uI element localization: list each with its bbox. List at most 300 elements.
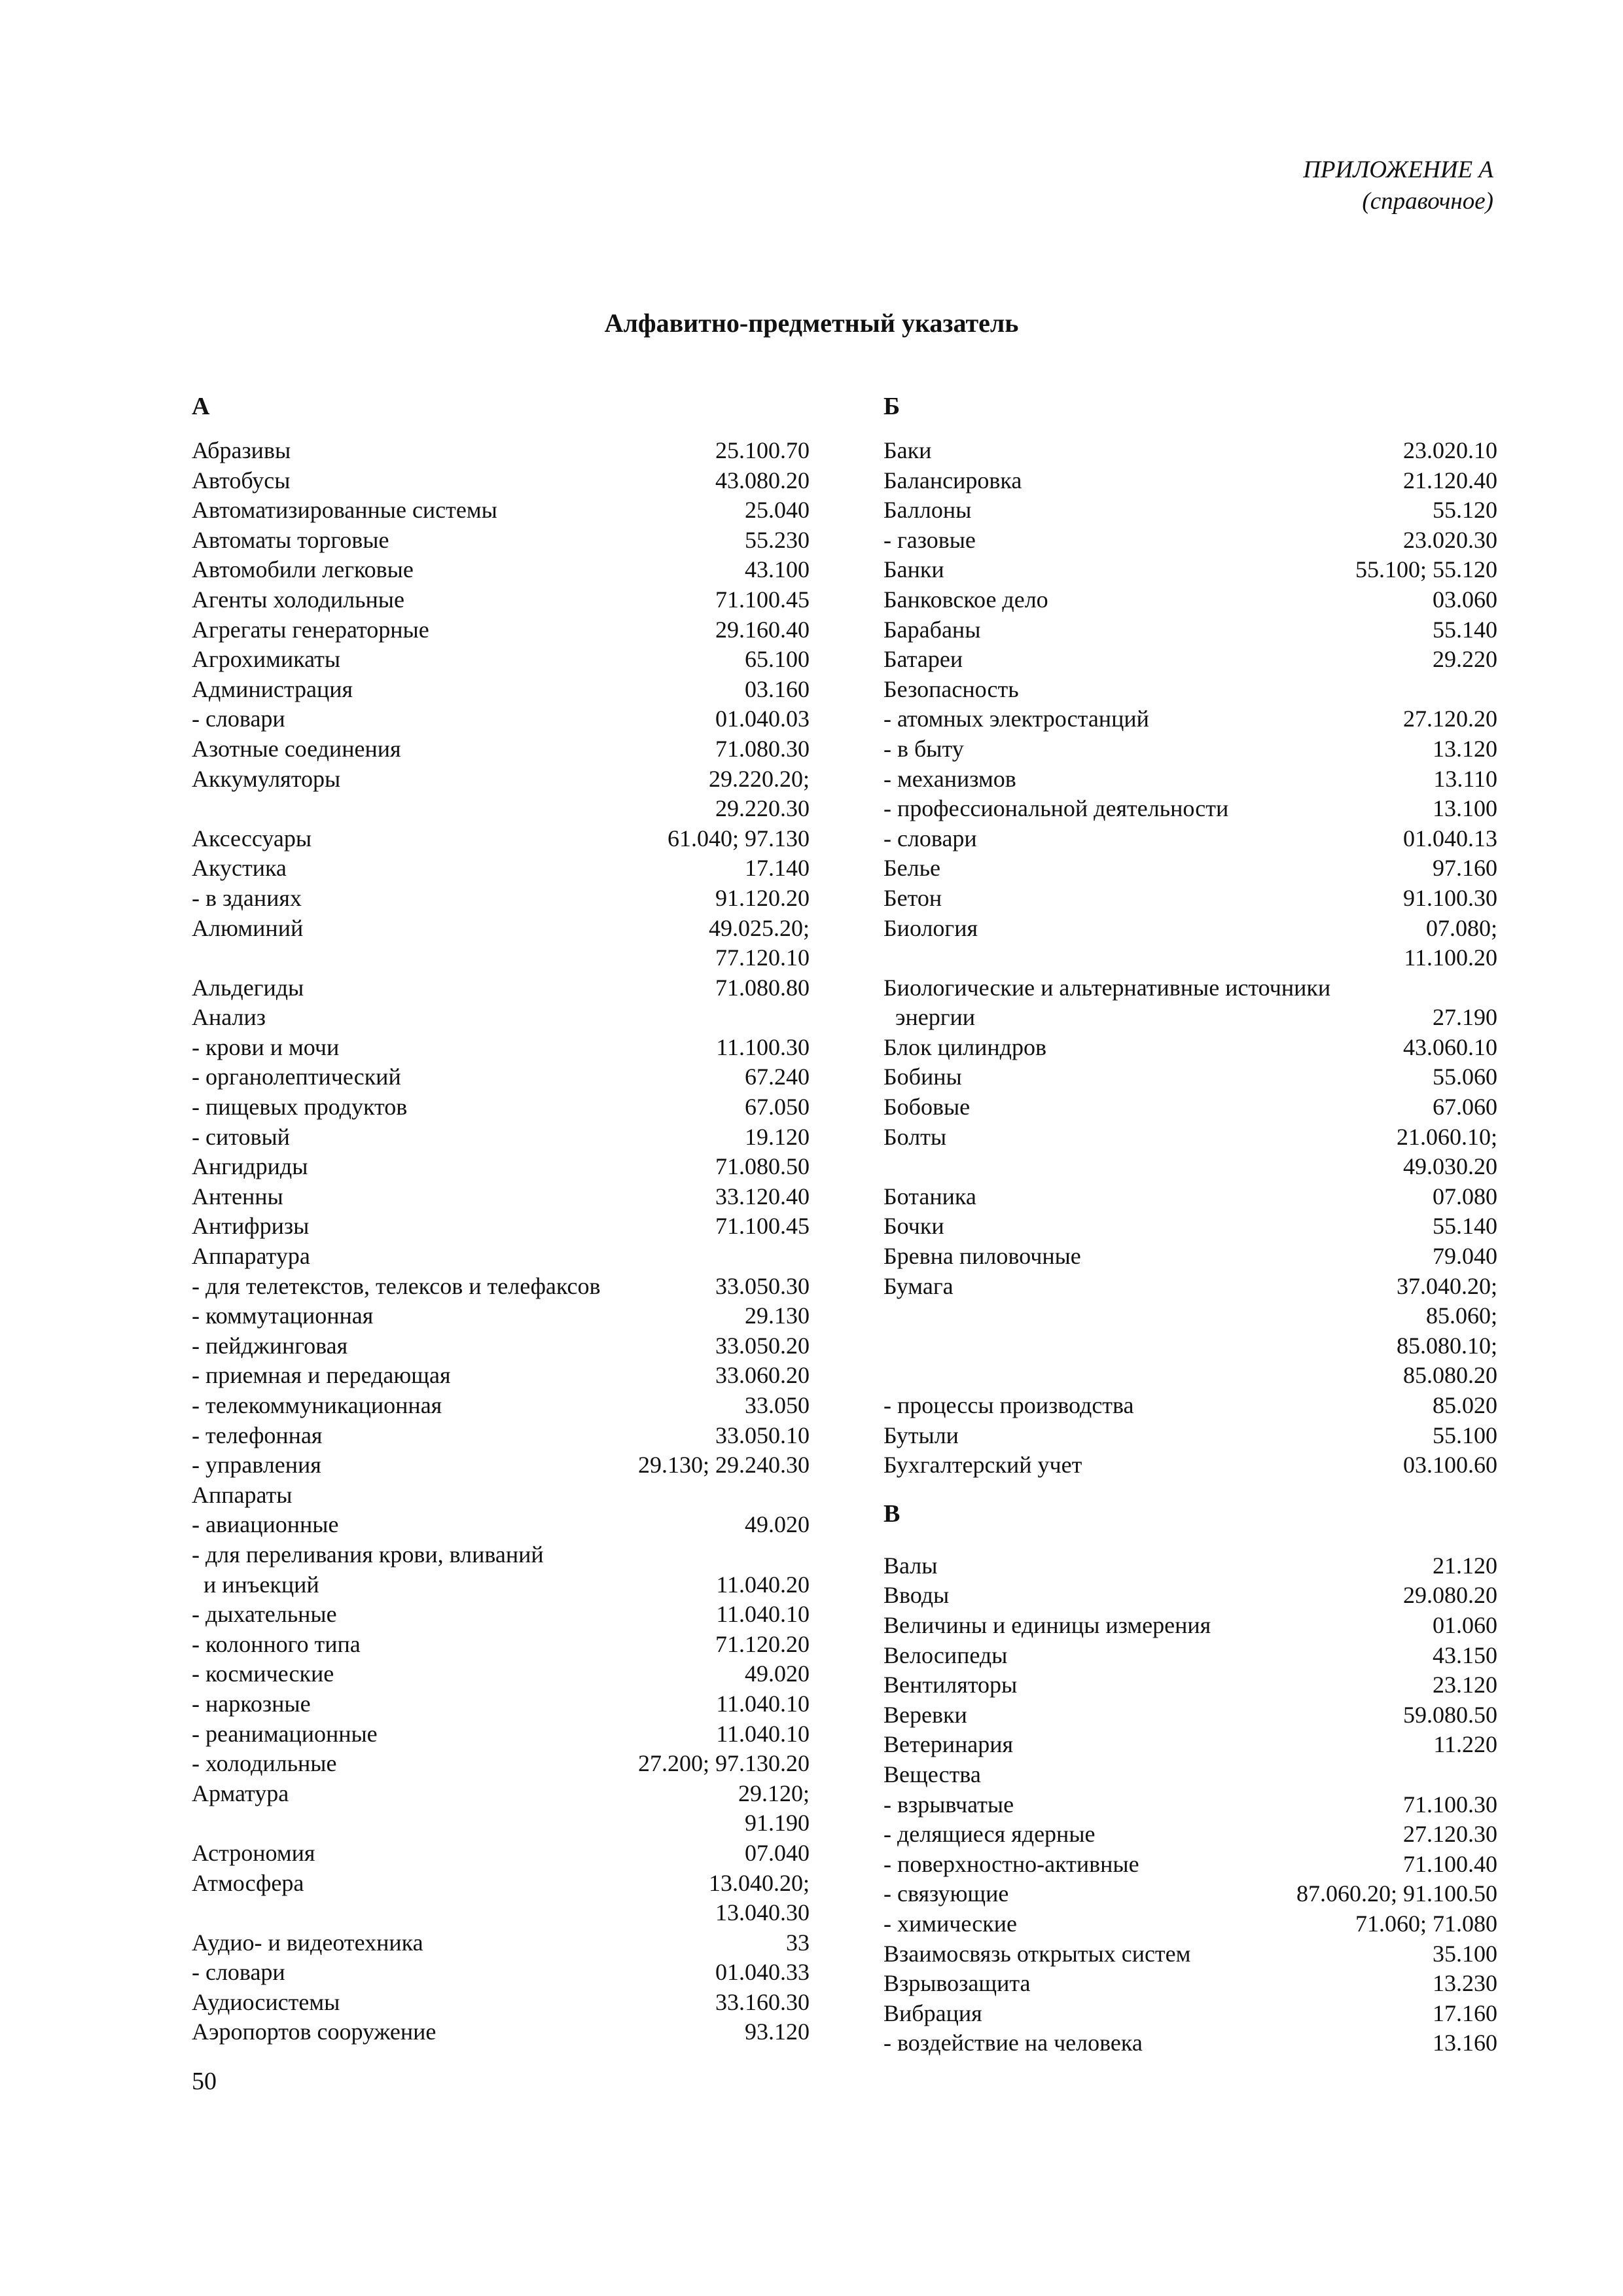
index-term: энергии (895, 1004, 975, 1031)
index-entry (192, 1062, 810, 1092)
classification-code: 85.060; (1425, 1302, 1497, 1329)
index-entry (883, 1581, 1497, 1611)
index-column-right (883, 391, 1497, 2058)
index-term: Банковское дело (883, 586, 1048, 613)
index-term: - механизмов (883, 765, 1016, 792)
index-term: Агрегаты генераторные (192, 616, 429, 643)
classification-code: 17.140 (745, 855, 810, 882)
classification-code: 03.100.60 (1403, 1452, 1497, 1479)
classification-code: 27.190 (1433, 1004, 1497, 1031)
index-entry (192, 1182, 810, 1212)
classification-code: 33.050.10 (715, 1422, 810, 1448)
index-term: Безопасность (883, 675, 1019, 702)
index-entry (883, 1850, 1497, 1880)
index-entry (883, 1999, 1497, 2029)
classification-code: 91.100.30 (1403, 884, 1497, 911)
index-entry (192, 1749, 810, 1779)
index-term: Атмосфера (192, 1869, 304, 1896)
classification-code: 19.120 (745, 1123, 810, 1150)
classification-code: 55.140 (1433, 1213, 1497, 1240)
index-entry (883, 1760, 1497, 1790)
index-term: и инъекций (204, 1571, 319, 1598)
classification-code: 33.160.30 (715, 1988, 810, 2015)
index-entry (192, 1808, 810, 1839)
index-term: Валы (883, 1552, 938, 1579)
index-entry (883, 1122, 1497, 1153)
index-entry (192, 2017, 810, 2047)
classification-code: 11.040.10 (716, 1720, 810, 1747)
index-entry (883, 1551, 1497, 1581)
classification-code: 07.040 (745, 1839, 810, 1866)
classification-code: 13.120 (1433, 735, 1497, 762)
index-entry (883, 1062, 1497, 1092)
index-term: Батареи (883, 646, 963, 673)
index-term: Баки (883, 437, 932, 463)
index-entry (883, 734, 1497, 764)
index-entry (883, 764, 1497, 795)
index-term: Анализ (192, 1004, 266, 1031)
classification-code: 67.050 (745, 1094, 810, 1121)
index-entry (883, 495, 1497, 526)
index-entry (192, 943, 810, 973)
index-term: Блок цилиндров (883, 1033, 1046, 1060)
index-entry (883, 1301, 1497, 1331)
index-entry (883, 1272, 1497, 1302)
index-entry (883, 1820, 1497, 1850)
index-entry (192, 1211, 810, 1242)
index-term: - делящиеся ядерные (883, 1821, 1096, 1848)
index-entry (192, 764, 810, 795)
classification-code: 01.040.13 (1403, 825, 1497, 852)
index-column-left (192, 391, 810, 2047)
index-term: Антенны (192, 1183, 283, 1210)
classification-code: 43.100 (745, 556, 810, 583)
index-entry (883, 704, 1497, 734)
section-letter: В (883, 1499, 901, 1528)
classification-code: 71.100.45 (715, 1213, 810, 1240)
classification-code: 27.120.20 (1403, 706, 1497, 732)
classification-code: 71.080.50 (715, 1153, 810, 1180)
index-term: - словари (883, 825, 977, 852)
classification-code: 23.120 (1433, 1672, 1497, 1698)
index-entry (192, 1033, 810, 1063)
index-term: - реанимационные (192, 1720, 378, 1747)
index-entry (192, 1361, 810, 1391)
classification-code: 01.040.33 (715, 1959, 810, 1986)
classification-code: 13.230 (1433, 1970, 1497, 1997)
classification-code: 77.120.10 (715, 944, 810, 971)
index-entry (883, 1939, 1497, 1969)
index-entry (192, 615, 810, 645)
index-term: - приемная и передающая (192, 1362, 451, 1389)
classification-code: 13.110 (1433, 765, 1497, 792)
index-term: - авиационные (192, 1511, 339, 1538)
classification-code: 03.060 (1433, 586, 1497, 613)
classification-code: 49.025.20; (708, 914, 810, 941)
index-term: Болты (883, 1123, 947, 1150)
classification-code: 07.080; (1425, 914, 1497, 941)
index-term: - словари (192, 706, 285, 732)
index-entry (192, 1331, 810, 1361)
classification-code: 71.100.30 (1403, 1791, 1497, 1818)
classification-code: 55.140 (1433, 616, 1497, 643)
index-term: Белье (883, 855, 941, 882)
classification-code: 29.130; 29.240.30 (637, 1452, 810, 1479)
index-entry (192, 1272, 810, 1302)
index-term: Аксессуары (192, 825, 312, 852)
classification-code: 97.160 (1433, 855, 1497, 882)
index-entry (192, 884, 810, 914)
index-entry (192, 1480, 810, 1511)
index-entry (883, 1211, 1497, 1242)
index-entry (192, 1779, 810, 1809)
index-entry (883, 1450, 1497, 1480)
index-entry (883, 1421, 1497, 1451)
index-term: Биологические и альтернативные источники (883, 974, 1331, 1001)
index-term: - в зданиях (192, 884, 302, 911)
index-term: Биология (883, 914, 978, 941)
index-entry (192, 1600, 810, 1630)
index-term: Веревки (883, 1701, 967, 1728)
index-term: Администрация (192, 675, 353, 702)
index-term: Бумага (883, 1272, 954, 1299)
index-term: - телекоммуникационная (192, 1392, 442, 1418)
index-term: Вентиляторы (883, 1672, 1018, 1698)
classification-code: 49.030.20 (1403, 1153, 1497, 1180)
index-term: - в быту (883, 735, 964, 762)
index-entry (192, 1122, 810, 1153)
classification-code: 49.020 (745, 1511, 810, 1538)
index-term: Банки (883, 556, 944, 583)
classification-code: 33.060.20 (715, 1362, 810, 1389)
index-term: - колонного типа (192, 1630, 361, 1657)
index-term: Аудиосистемы (192, 1988, 340, 2015)
classification-code: 11.040.20 (716, 1571, 810, 1598)
index-entry (883, 1003, 1497, 1033)
classification-code: 71.060; 71.080 (1355, 1910, 1497, 1937)
index-term: Величины и единицы измерения (883, 1611, 1211, 1638)
classification-code: 55.120 (1433, 497, 1497, 524)
classification-code: 11.220 (1433, 1731, 1497, 1758)
classification-code: 21.060.10; (1396, 1123, 1497, 1150)
classification-code: 13.040.20; (708, 1869, 810, 1896)
classification-code: 11.100.30 (716, 1033, 810, 1060)
index-entry (883, 466, 1497, 496)
classification-code: 17.160 (1433, 2000, 1497, 2026)
classification-code: 87.060.20; 91.100.50 (1296, 1880, 1497, 1907)
index-entry (192, 1540, 810, 1570)
index-entry (192, 824, 810, 854)
index-entry (883, 1391, 1497, 1421)
classification-code: 01.040.03 (715, 706, 810, 732)
section-letter: Б (883, 393, 901, 420)
index-term: Балансировка (883, 467, 1022, 493)
index-entry (883, 824, 1497, 854)
classification-code: 29.130 (745, 1302, 810, 1329)
index-term: Агенты холодильные (192, 586, 404, 613)
index-term: - дыхательные (192, 1601, 337, 1628)
index-entry (192, 555, 810, 585)
classification-code: 25.040 (745, 497, 810, 524)
index-entry (883, 615, 1497, 645)
classification-code: 37.040.20; (1396, 1272, 1497, 1299)
section-letter: А (192, 393, 210, 420)
index-term: - взрывчатые (883, 1791, 1014, 1818)
classification-code: 85.080.10; (1396, 1332, 1497, 1359)
index-term: - для телетекстов, телексов и телефаксов (192, 1272, 601, 1299)
index-entry (192, 585, 810, 615)
index-term: Бобовые (883, 1094, 971, 1121)
index-term: Бетон (883, 884, 942, 911)
index-term: Азотные соединения (192, 735, 401, 762)
classification-code: 01.060 (1433, 1611, 1497, 1638)
index-entry (192, 1450, 810, 1480)
index-term: - процессы производства (883, 1392, 1134, 1418)
index-term: - воздействие на человека (883, 2030, 1143, 2056)
index-entry (192, 1391, 810, 1421)
classification-code: 33 (786, 1929, 810, 1956)
index-term: Вводы (883, 1582, 950, 1609)
index-term: Взрывозащита (883, 1970, 1031, 1997)
index-term: Агрохимикаты (192, 646, 341, 673)
index-entry (883, 794, 1497, 824)
classification-code: 25.100.70 (715, 437, 810, 463)
index-term: Велосипеды (883, 1641, 1008, 1668)
index-term: - органолептический (192, 1064, 401, 1090)
classification-code: 49.020 (745, 1660, 810, 1687)
classification-code: 71.080.80 (715, 974, 810, 1001)
index-entry (883, 555, 1497, 585)
classification-code: 13.040.30 (715, 1899, 810, 1926)
index-term: - поверхностно-активные (883, 1850, 1139, 1877)
index-entry (192, 1689, 810, 1719)
index-entry (883, 1152, 1497, 1182)
classification-code: 71.120.20 (715, 1630, 810, 1657)
classification-code: 55.230 (745, 526, 810, 553)
classification-code: 43.080.20 (715, 467, 810, 493)
index-entry (192, 1510, 810, 1540)
index-entry (192, 1719, 810, 1749)
index-term: Вибрация (883, 2000, 982, 2026)
index-term: Вещества (883, 1761, 981, 1787)
index-entry (883, 1879, 1497, 1909)
classification-code: 71.100.40 (1403, 1850, 1497, 1877)
classification-code: 33.050.30 (715, 1272, 810, 1299)
classification-code: 27.120.30 (1403, 1821, 1497, 1848)
index-entry (883, 2028, 1497, 2058)
index-term: Автоматизированные системы (192, 497, 497, 524)
classification-code: 33.120.40 (715, 1183, 810, 1210)
index-term: Акустика (192, 855, 287, 882)
classification-code: 29.220.30 (715, 795, 810, 822)
index-entry (883, 675, 1497, 705)
index-entry (883, 1730, 1497, 1760)
classification-code: 65.100 (745, 646, 810, 673)
index-entry (883, 1242, 1497, 1272)
classification-code: 11.040.10 (716, 1601, 810, 1628)
classification-code: 43.150 (1433, 1641, 1497, 1668)
classification-code: 23.020.30 (1403, 526, 1497, 553)
classification-code: 67.060 (1433, 1094, 1497, 1121)
classification-code: 35.100 (1433, 1940, 1497, 1967)
index-entry (192, 645, 810, 675)
index-term: Ангидриды (192, 1153, 308, 1180)
index-term: Арматура (192, 1780, 289, 1806)
index-term: Аккумуляторы (192, 765, 341, 792)
index-term: - пищевых продуктов (192, 1094, 408, 1121)
page-number: 50 (192, 2068, 217, 2095)
classification-code: 71.080.30 (715, 735, 810, 762)
index-term: Автобусы (192, 467, 291, 493)
index-entry (192, 1152, 810, 1182)
index-entry (883, 1909, 1497, 1939)
index-term: - пейджинговая (192, 1332, 348, 1359)
index-entry (192, 1988, 810, 2018)
index-entry (883, 645, 1497, 675)
index-term: Альдегиды (192, 974, 304, 1001)
classification-code: 43.060.10 (1403, 1033, 1497, 1060)
classification-code: 29.220 (1433, 646, 1497, 673)
index-term: - профессиональной деятельности (883, 795, 1229, 822)
index-term: - коммутационная (192, 1302, 374, 1329)
classification-code: 29.220.20; (708, 765, 810, 792)
index-term: Аппаратура (192, 1243, 310, 1270)
index-entry (883, 1092, 1497, 1122)
classification-code: 33.050 (745, 1392, 810, 1418)
index-entry (883, 1611, 1497, 1641)
index-term: - атомных электростанций (883, 706, 1149, 732)
index-entry (192, 1898, 810, 1928)
index-term: - газовые (883, 526, 976, 553)
classification-code: 91.120.20 (715, 884, 810, 911)
classification-code: 29.120; (738, 1780, 810, 1806)
index-term: - химические (883, 1910, 1017, 1937)
index-term: Бочки (883, 1213, 944, 1240)
index-entry (883, 973, 1497, 1003)
index-term: Аудио- и видеотехника (192, 1929, 423, 1956)
index-entry (883, 1790, 1497, 1820)
index-entry (883, 526, 1497, 556)
classification-code: 29.160.40 (715, 616, 810, 643)
index-term: Бревна пиловочные (883, 1243, 1081, 1270)
index-entry (883, 1969, 1497, 1999)
index-term: Абразивы (192, 437, 291, 463)
appendix-heading (1303, 154, 1493, 217)
index-term: - управления (192, 1452, 321, 1479)
index-entry (883, 943, 1497, 973)
classification-code: 23.020.10 (1403, 437, 1497, 463)
index-entry (192, 436, 810, 466)
index-entry (192, 914, 810, 944)
index-term: - наркозные (192, 1690, 311, 1717)
index-entry (192, 1242, 810, 1272)
index-entry (192, 1421, 810, 1451)
index-entry (192, 1570, 810, 1600)
classification-code: 93.120 (745, 2018, 810, 2045)
classification-code: 29.080.20 (1403, 1582, 1497, 1609)
index-entry (192, 1928, 810, 1958)
classification-code: 13.160 (1433, 2030, 1497, 2056)
classification-code: 59.080.50 (1403, 1701, 1497, 1728)
index-entry (883, 1182, 1497, 1212)
classification-code: 71.100.45 (715, 586, 810, 613)
index-term: Астрономия (192, 1839, 315, 1866)
index-term: - ситовый (192, 1123, 290, 1150)
index-entry (883, 1033, 1497, 1063)
classification-code: 79.040 (1433, 1243, 1497, 1270)
index-entry (883, 436, 1497, 466)
classification-code: 07.080 (1433, 1183, 1497, 1210)
index-entry (192, 853, 810, 884)
index-term: - словари (192, 1959, 285, 1986)
classification-code: 55.060 (1433, 1064, 1497, 1090)
classification-code: 27.200; 97.130.20 (637, 1750, 810, 1777)
index-term: - космические (192, 1660, 334, 1687)
classification-code: 21.120 (1433, 1552, 1497, 1579)
index-entry (192, 1301, 810, 1331)
index-entry (883, 1700, 1497, 1731)
index-entry (192, 794, 810, 824)
classification-code: 13.100 (1433, 795, 1497, 822)
classification-code: 11.100.20 (1404, 944, 1497, 971)
index-entry (192, 973, 810, 1003)
index-term: Барабаны (883, 616, 981, 643)
index-term: - холодильные (192, 1750, 337, 1777)
classification-code: 61.040; 97.130 (667, 825, 810, 852)
index-term: Автомобили легковые (192, 556, 414, 583)
classification-code: 91.190 (745, 1810, 810, 1837)
classification-code: 85.020 (1433, 1392, 1497, 1418)
index-title: Алфавитно-предметный указатель (604, 308, 1019, 338)
index-entry (192, 675, 810, 705)
classification-code: 03.160 (745, 675, 810, 702)
index-term: - телефонная (192, 1422, 323, 1448)
index-term: Аппараты (192, 1481, 293, 1508)
classification-code: 33.050.20 (715, 1332, 810, 1359)
index-entry (192, 1092, 810, 1122)
index-entry (192, 1869, 810, 1899)
index-term: Бобины (883, 1064, 962, 1090)
index-term: Аэропортов сооружение (192, 2018, 437, 2045)
index-entry (192, 495, 810, 526)
index-term: - крови и мочи (192, 1033, 340, 1060)
index-entry (192, 1630, 810, 1660)
index-term: Бухгалтерский учет (883, 1452, 1082, 1479)
appendix-label: ПРИЛОЖЕНИЕ А (1303, 156, 1493, 183)
index-entry (883, 1361, 1497, 1391)
index-entry (883, 884, 1497, 914)
index-term: - связующие (883, 1880, 1009, 1907)
index-entry (192, 1659, 810, 1689)
index-term: Автоматы торговые (192, 526, 389, 553)
index-entry (192, 466, 810, 496)
index-entry (883, 1331, 1497, 1361)
index-term: Бутыли (883, 1422, 959, 1448)
index-entry (883, 853, 1497, 884)
index-entry (192, 734, 810, 764)
index-entry (192, 526, 810, 556)
index-entry (883, 1641, 1497, 1671)
index-term: Баллоны (883, 497, 972, 524)
index-entry (192, 704, 810, 734)
index-term: Алюминий (192, 914, 304, 941)
index-entry (883, 914, 1497, 944)
classification-code: 55.100 (1433, 1422, 1497, 1448)
classification-code: 55.100; 55.120 (1355, 556, 1497, 583)
index-entry (192, 1003, 810, 1033)
classification-code: 67.240 (745, 1064, 810, 1090)
index-term: Антифризы (192, 1213, 310, 1240)
